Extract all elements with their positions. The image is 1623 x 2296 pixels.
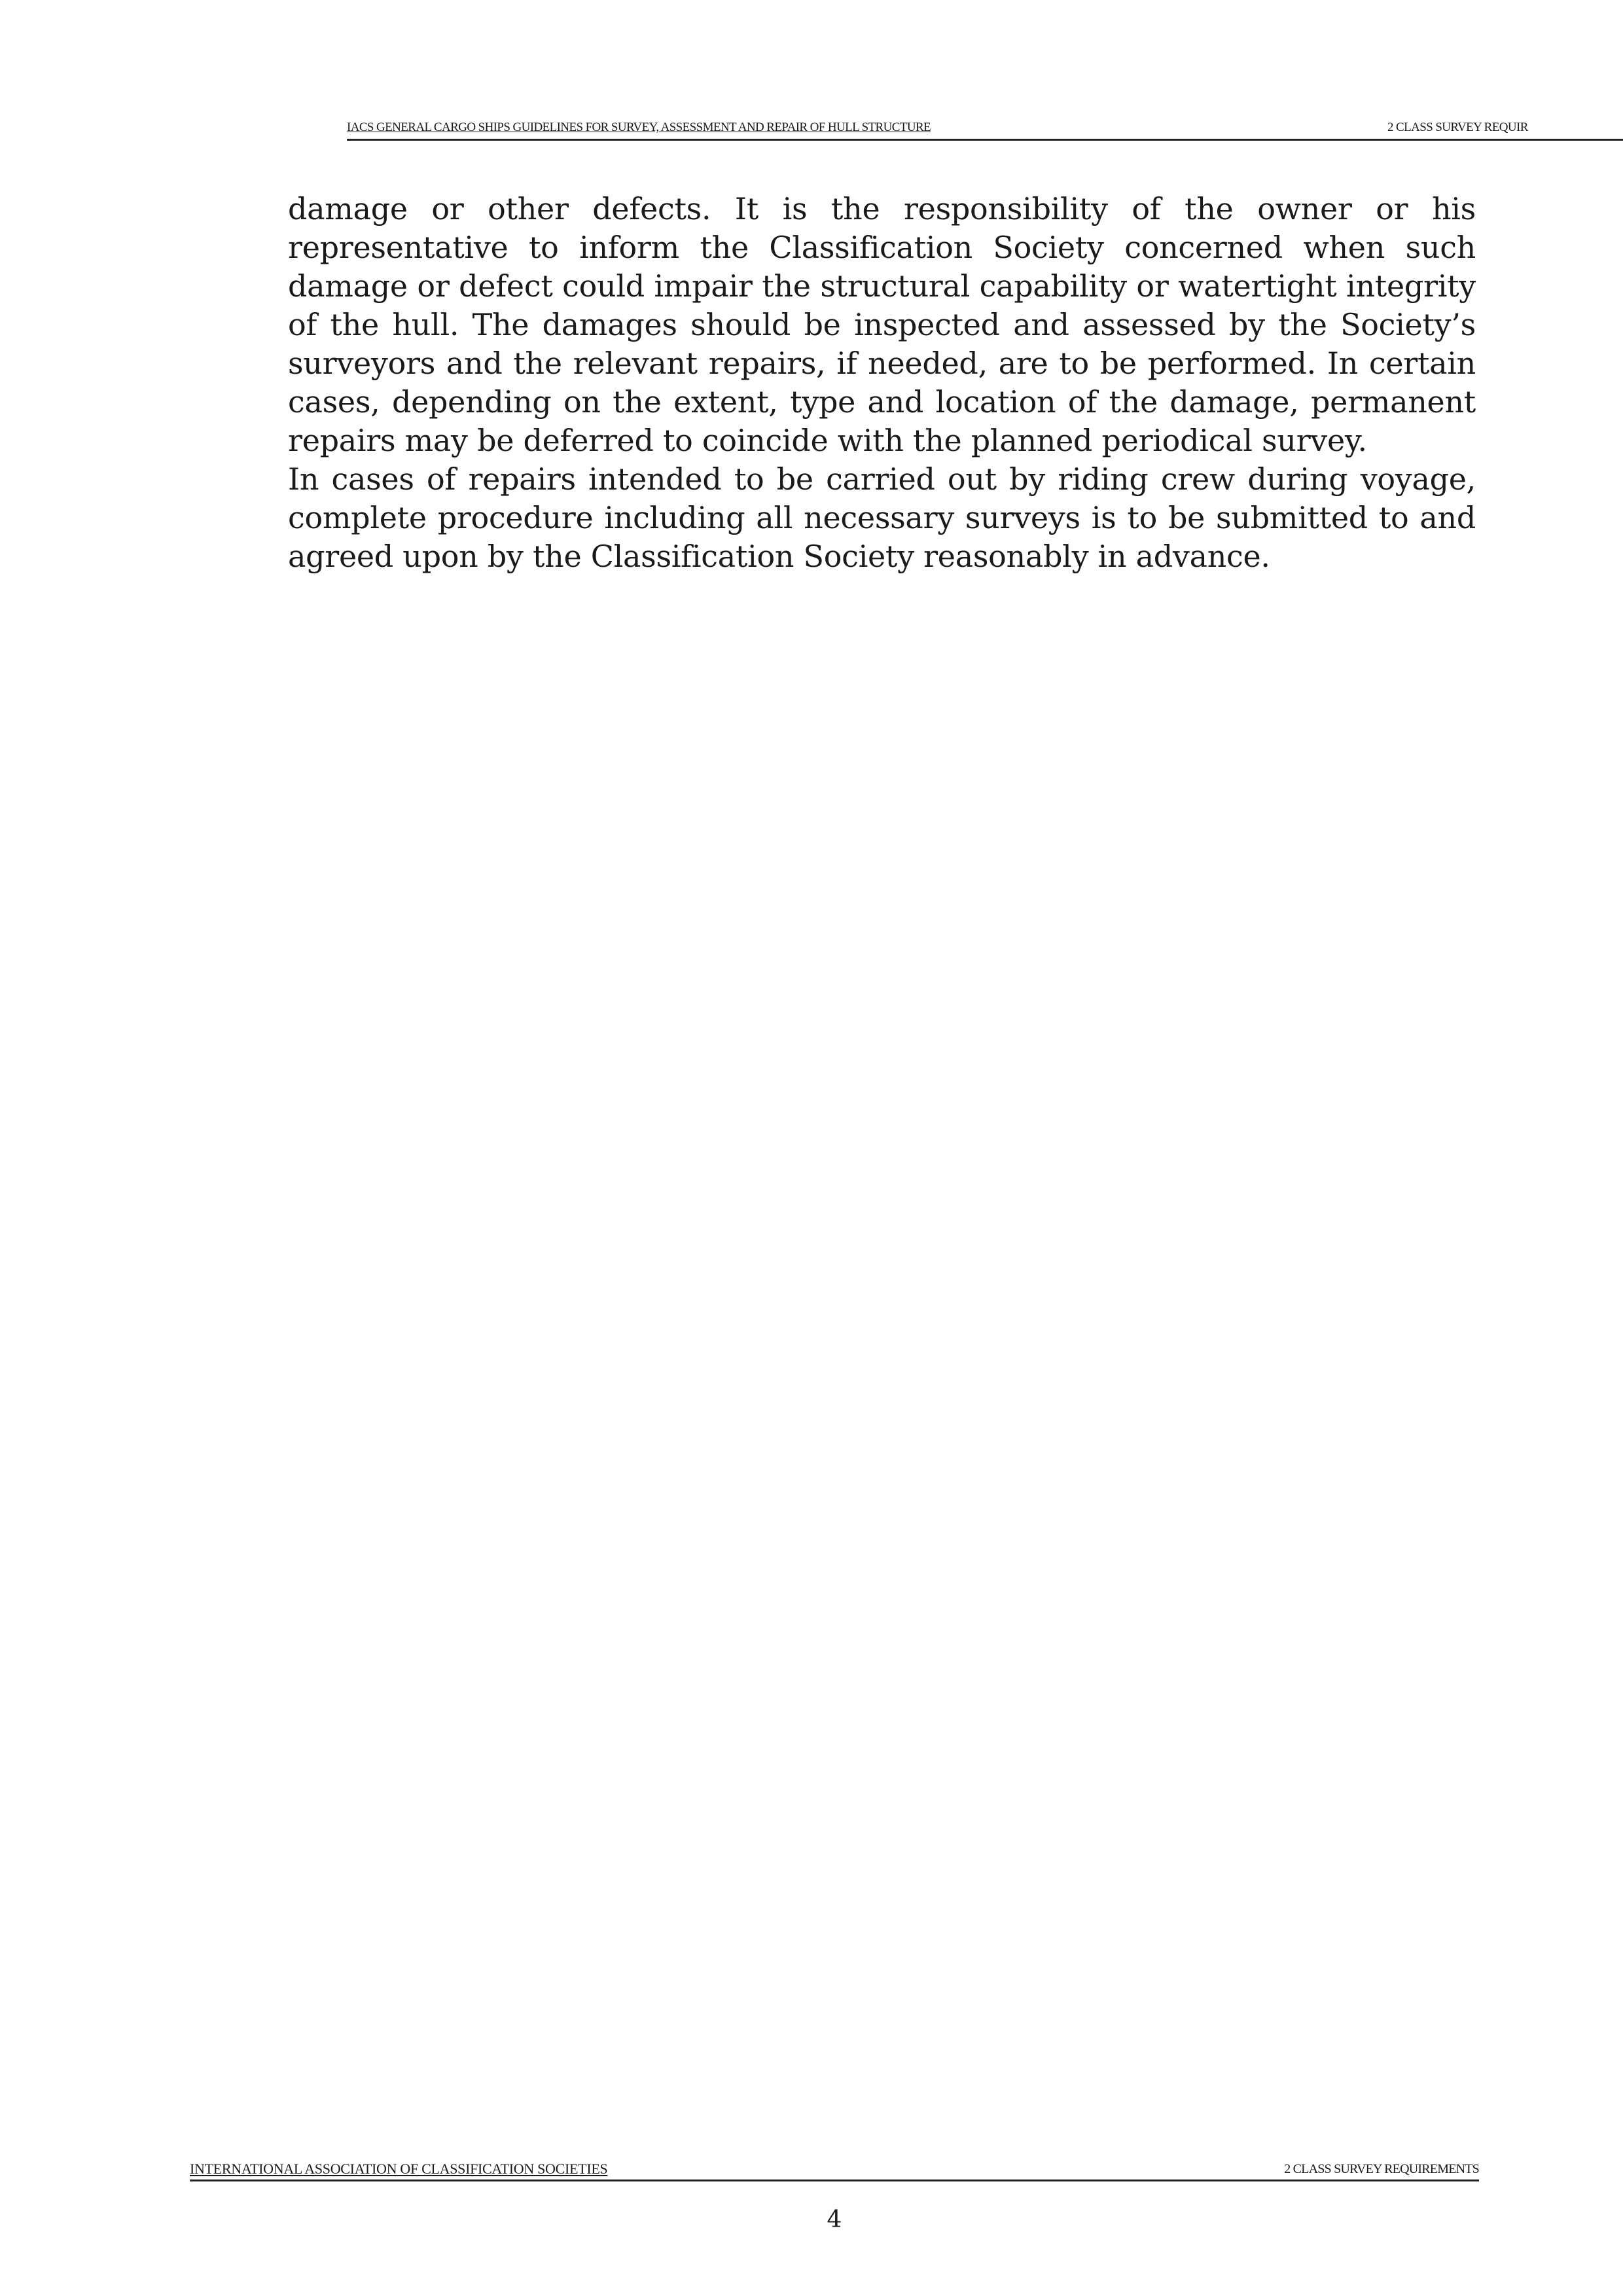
running-header [347, 119, 1623, 141]
header-section-title: 2 CLASS SURVEY REQUIR [1387, 120, 1528, 134]
body-text [288, 190, 1476, 576]
footer-section-title: 2 CLASS SURVEY REQUIREMENTS [1284, 2162, 1479, 2176]
paragraph-riding-crew-repairs: In cases of repairs intended to be carried out by riding crew during voyage, complete procedure including all necessary surveys is to be submitted to and agreed upon by the Classification Society reasonably in advance. [288, 461, 1476, 574]
footer-organization: INTERNATIONAL ASSOCIATION OF CLASSIFICATION SOCIETIES [190, 2161, 608, 2177]
paragraph-damage-defects: damage or other defects. It is the responsibility of the owner or his representative to inform the Classification Society concerned when such damage or defect could impair the structural capability or watertight integrity of the hull. The damages should be inspected and assessed by the Society’s surveyors and the relevant repairs, if needed, are to be performed. In certain cases, depending on the extent, type and location of the damage, permanent repairs may be deferred to coincide with the planned periodical survey. [288, 191, 1476, 458]
running-footer [190, 2160, 1479, 2181]
page-number: 4 [827, 2206, 842, 2233]
header-document-title: IACS GENERAL CARGO SHIPS GUIDELINES FOR SURVEY, ASSESSMENT AND REPAIR OF HULL STRUCTURE [347, 120, 931, 134]
